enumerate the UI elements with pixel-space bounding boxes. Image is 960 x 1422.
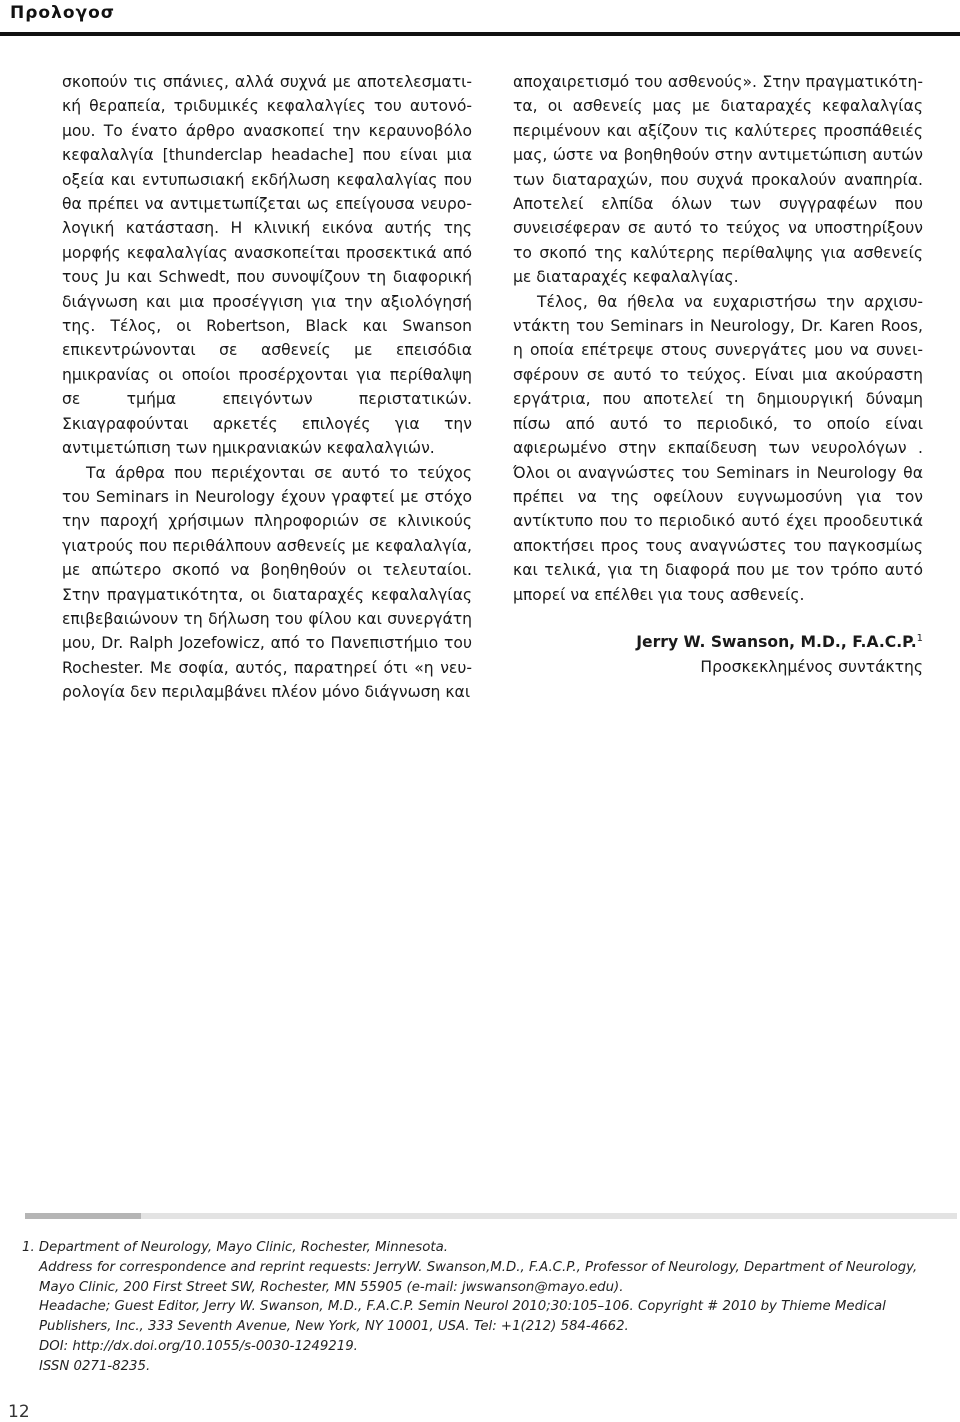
left-paragraph-2: Τα άρθρα που περιέχονται σε αυτό το τεύχος του Seminars in Neurology έχουν γραφτεί με στόχο την παροχή χρήσιμων πληροφοριών σε κλινικούς γιατρούς που περιθάλπουν ασθενείς με κεφαλαλγία, με απώτερο σκοπό να βοηθηθούν οι τελευταίοι. Στην πραγματικότητα, οι διαταραχές κεφαλαλγίας επιβεβαιώνουν τη δήλωση του φίλου και συνεργάτη μου, Dr. Ralph Jozefowicz, από το Πανεπιστήμιο του Rochester. Με σοφία, αυτός, παρατηρεί ότι «η νευρολογία δεν περιλαμβάνει πλέον μόνο διάγνωση και <box>62 463 472 702</box>
footnote-line: Mayo Clinic, 200 First Street SW, Rochester, MN 55905 (e-mail: jwswanson@mayo.edu). <box>39 1279 624 1295</box>
right-paragraph-2: Τέλος, θα ήθελα να ευχαριστήσω την αρχισυντάκτη του Seminars in Neurology, Dr. Karen Roos, η οποία επέτρεψε στους συνεργάτες μου να συνεισφέρουν σε αυτό το τεύχος. Είναι μια ακούραστη εργάτρια, που αποτελεί τη δημιουργική δύναμη πίσω από αυτό το περιοδικό, το οποίο είναι αφιερωμένο στην εκπαίδευση των νευρολόγων . Όλοι οι αναγνώστες του Seminars in Neurology θα πρέπει να της οφείλουν ευγνωμοσύνη για τον αντίκτυπο που το περιοδικό αυτό έχει προοδευτικά αποκτήσει προς τους αναγνώστες του παγκοσμίως και τελικά, για τη διαφορά που με τον τρόπο αυτό μπορεί να επέλθει για τους ασθενείς. <box>513 292 923 604</box>
signature-role: Προσκεκλημένος συντάκτης <box>700 657 923 676</box>
right-column <box>513 70 923 679</box>
left-column <box>62 70 472 705</box>
footnote-line: Headache; Guest Editor, Jerry W. Swanson, M.D., F.A.C.P. Semin Neurol 2010;30:105–106. Copyright # 2010 by Thieme Medical <box>39 1299 886 1315</box>
left-paragraph-1: σκοπούν τις σπάνιες, αλλά συχνά με αποτελεσματική θεραπεία, τριδυμικές κεφαλαλγίες του αυτονόμου. Το ένατο άρθρο ανασκοπεί την κεραυνοβόλο κεφαλαλγία [thunderclap headache] που είναι μια οξεία και εντυπωσιακή εκδήλωση κεφαλαλγίας που θα πρέπει να αντιμετωπίζεται ως επείγουσα νευρολογική κατάσταση. Η κλινική εικόνα αυτής της μορφής κεφαλαλγίας ανασκοπείται προσεκτικά από τους Ju και Schwedt, που συνοψίζουν τη διαφορική διάγνωση και μια προσέγγιση για την αξιολόγησή της. Τέλος, οι Robertson, Black και Swanson επικεντρώνονται σε ασθενείς με επεισόδια ημικρανίας οι οποίοι προσέρχονται για περίθαλψη σε τμήμα επειγόντων περιστατικών. Σκιαγραφούνται αρκετές επιλογές για την αντιμετώπιση των ημικρανιακών κεφαλαλγιών. <box>62 73 472 458</box>
right-paragraph-1: αποχαιρετισμό του ασθενούς». Στην πραγματικότητα, οι ασθενείς μας με διαταραχές κεφαλαλγίας περιμένουν και αξίζουν τις καλύτερες προσπάθειές μας, ώστε να βοηθηθούν στην αντιμετώπιση αυτών των διαταραχών, που συχνά προκαλούν αναπηρία. Αποτελεί ελπίδα όλων των συγγραφέων που συνεισέφεραν σε αυτό το τεύχος να υποστηρίξουν το σκοπό της καλύτερης περίθαλψης για ασθενείς με διαταραχές κεφαλαλγίας. <box>513 73 923 287</box>
section-title: Προλογοσ <box>10 3 116 23</box>
footnote-rule-accent <box>25 1213 141 1219</box>
signature-name <box>513 627 923 655</box>
footnotes <box>22 1238 957 1377</box>
footnote-line: ISSN 0271-8235. <box>39 1358 151 1374</box>
footnote-line: DOI: http://dx.doi.org/10.1055/s-0030-1249219. <box>39 1338 358 1354</box>
page-number: 12 <box>8 1402 30 1422</box>
signature-footnote-marker: 1 <box>916 632 923 644</box>
footnote-line: Publishers, Inc., 333 Seventh Avenue, New York, NY 10001, USA. Tel: +1(212) 584-4662. <box>39 1319 629 1335</box>
signature-block <box>513 627 923 679</box>
footnote-rule <box>25 1213 957 1219</box>
footnote-line: Address for correspondence and reprint requests: JerryW. Swanson,M.D., F.A.C.P., Professor of Neurology, Department of Neurology, <box>39 1259 918 1275</box>
signature-name-text: Jerry W. Swanson, M.D., F.A.C.P. <box>636 633 917 652</box>
footnote-line: 1. Department of Neurology, Mayo Clinic, Rochester, Minnesota. <box>22 1240 448 1255</box>
header-rule <box>0 32 960 36</box>
